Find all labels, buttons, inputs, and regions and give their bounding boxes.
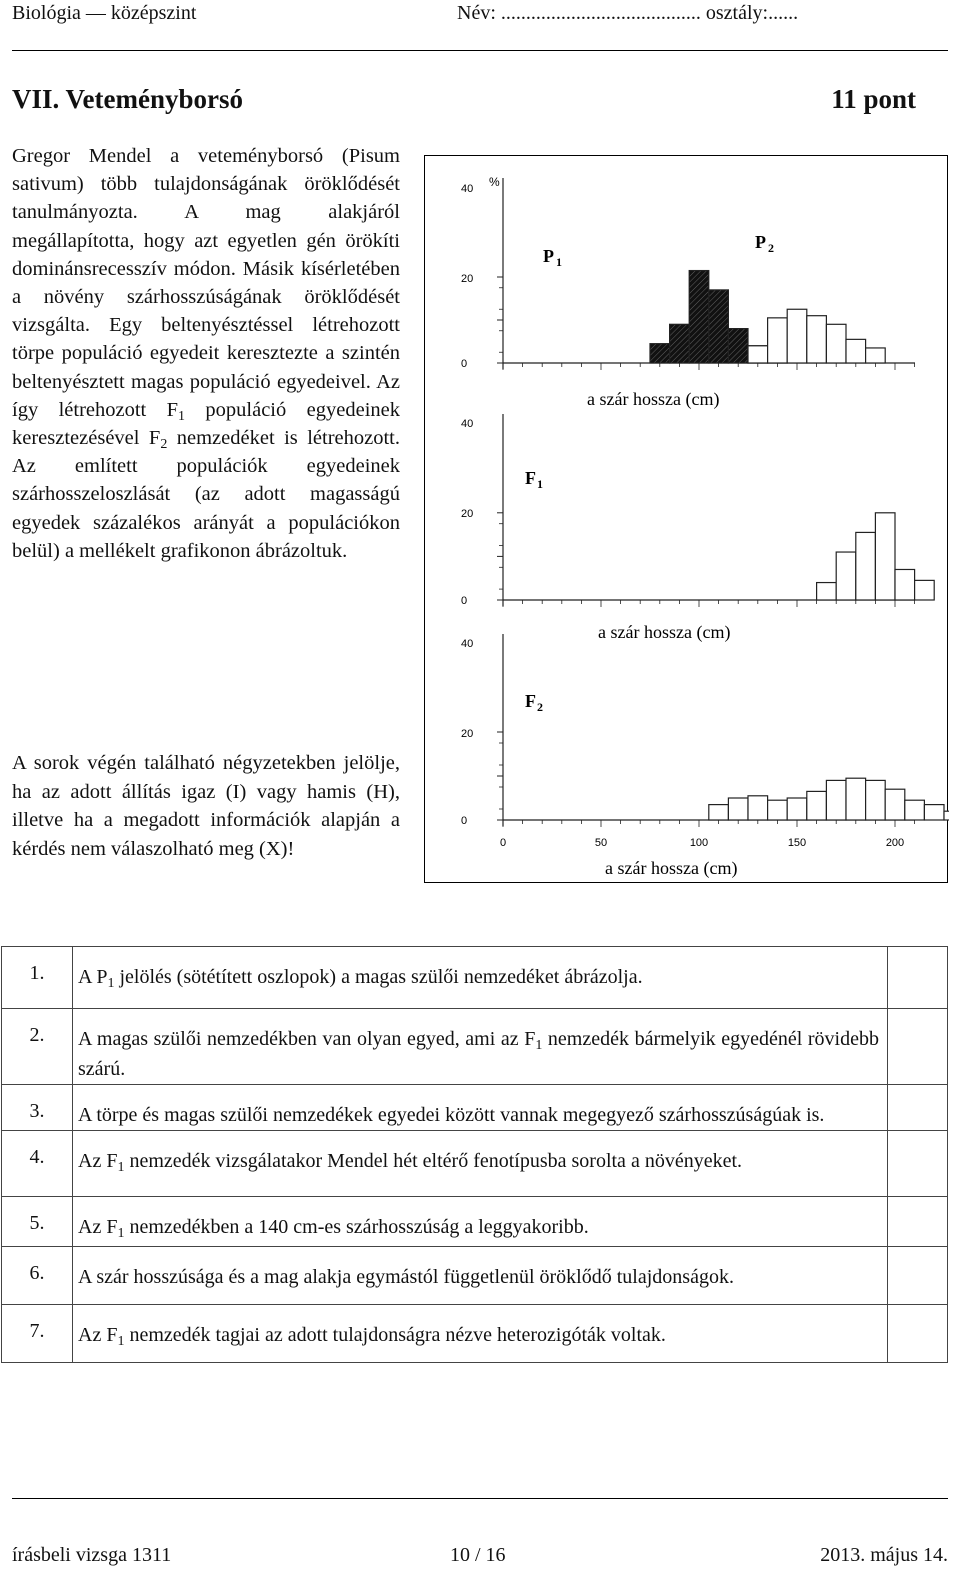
histogram-bar — [944, 811, 949, 820]
y-tick-label: 0 — [461, 358, 468, 370]
histogram-bar — [826, 780, 846, 820]
series-label-p1: P — [543, 246, 554, 266]
answer-box[interactable] — [888, 947, 948, 1009]
subscript: 1 — [178, 408, 186, 424]
statement-text-part: jelölés (sötétített oszlopok) a magas szülői nemzedéket ábrázolja. — [114, 966, 643, 988]
statement-text — [73, 1009, 888, 1085]
answer-box[interactable] — [888, 1131, 948, 1197]
y-tick-label: 20 — [461, 508, 474, 520]
statement-text-part: A P — [78, 966, 108, 988]
histogram-bar — [670, 324, 690, 363]
section-title: VII. Veteményborsó — [12, 84, 244, 114]
statement-row — [2, 1009, 948, 1085]
histogram-bar — [650, 344, 670, 363]
y-tick-label: 40 — [461, 638, 474, 650]
histogram-bar — [709, 805, 729, 820]
statement-number: 3. — [2, 1085, 73, 1131]
histogram-bar — [817, 583, 837, 600]
statement-text-part: A törpe és magas szülői nemzedékek egyedei között vannak megegyező szárhosszúságúak is. — [78, 1104, 825, 1126]
histogram-bar — [846, 778, 866, 820]
statement-row — [2, 1131, 948, 1197]
statement-number: 6. — [2, 1247, 73, 1305]
x-tick-label: 200 — [885, 837, 905, 849]
statement-text-part: nemzedékben a 140 cm-es szárhosszúság a leggyakoribb. — [124, 1216, 589, 1238]
histogram-bar — [787, 798, 807, 820]
instructions-text: A sorok végén található négyzetekben jelölje, ha az adott állítás igaz (I) vagy hamis (H), illetve ha a megadott információk alapján a kérdés nem válaszolható meg (X)! — [12, 752, 400, 860]
x-tick-label: 50 — [594, 837, 608, 849]
histogram-bar — [895, 569, 915, 600]
answer-box[interactable] — [888, 1197, 948, 1247]
statement-text — [73, 1131, 888, 1197]
statement-text-part: A szár hosszúsága és a mag alakja egymástól függetlenül öröklődő tulajdonságok. — [78, 1266, 734, 1288]
histogram-bar — [728, 798, 748, 820]
header-divider — [12, 50, 948, 51]
subscript: 1 — [117, 1334, 125, 1349]
x-axis-label: a szár hossza (cm) — [598, 622, 731, 642]
series-label-f1: F — [525, 468, 536, 488]
subscript: 1 — [535, 1038, 543, 1053]
subscript: 1 — [117, 1160, 125, 1175]
page-header — [12, 2, 948, 28]
series-label-f1-sub: 1 — [537, 477, 543, 491]
statement-text — [73, 1085, 888, 1131]
series-label-p2-sub: 2 — [768, 241, 774, 255]
statement-text-part: Az F — [78, 1324, 118, 1346]
x-axis-label: a szár hossza (cm) — [587, 389, 720, 409]
name-class-field: Név: ........................................ osztály:...... — [457, 2, 799, 24]
intro-paragraph-1: Gregor Mendel a veteményborsó (Pisum sativum) több tulajdonságának öröklődését tanulmányozta. A mag alakjáról megállapította, hogy azt egyetlen gén örökíti dominánsrecesszív módon. — [12, 145, 400, 280]
series-label-f2-sub: 2 — [537, 700, 543, 714]
histogram-bar — [915, 580, 935, 600]
subscript: 1 — [107, 976, 115, 991]
x-axis-label: a szár hossza (cm) — [605, 858, 738, 878]
statement-number: 1. — [2, 947, 73, 1009]
subscript: 2 — [160, 437, 168, 453]
y-tick-label: 20 — [461, 728, 474, 740]
answer-box[interactable] — [888, 1009, 948, 1085]
histogram-bar — [807, 316, 827, 363]
y-unit-label: % — [489, 175, 500, 189]
intro-paragraph-2a: Másik kísérletében a növény szárhosszúságának öröklődését vizsgálta. Egy beltenyésztéssel létrehozott törpe populáció egyedeit keresztezte a szintén beltenyésztett magas populáció egyedeivel. Az így létrehozott F — [12, 257, 400, 421]
statement-text-part: Az F — [78, 1216, 118, 1238]
statement-row — [2, 1247, 948, 1305]
statement-text-part: A magas szülői nemzedékben van olyan egyed, ami az F — [78, 1028, 536, 1050]
statement-text — [73, 1305, 888, 1363]
subject-label: Biológia — középszint — [12, 2, 197, 24]
page-number: 10 / 16 — [450, 1544, 506, 1566]
y-tick-label: 20 — [461, 273, 474, 285]
answer-box[interactable] — [888, 1247, 948, 1305]
histogram-bar — [875, 513, 895, 600]
footer-divider — [12, 1498, 948, 1499]
statement-number: 5. — [2, 1197, 73, 1247]
statement-row — [2, 947, 948, 1009]
intro-paragraph-2b: populáció egyedeinek keresztezésével F — [12, 398, 400, 450]
histogram-bar — [866, 348, 886, 363]
statement-text-part: nemzedék vizsgálatakor Mendel hét eltérő fenotípusba sorolta a növényeket. — [124, 1150, 743, 1172]
section-points: 11 pont — [831, 84, 916, 114]
histogram-bar — [826, 324, 846, 363]
statement-number: 4. — [2, 1131, 73, 1197]
statements-table — [1, 946, 948, 1363]
histogram-bar — [768, 800, 788, 820]
statement-text-part: nemzedék bármelyik egyedénél rövidebb szárú. — [78, 1028, 879, 1080]
histogram-bar — [846, 339, 866, 363]
statement-text-part: nemzedék tagjai az adott tulajdonságra nézve heterozigóták voltak. — [124, 1324, 666, 1346]
y-tick-label: 0 — [461, 815, 468, 827]
statement-text — [73, 947, 888, 1009]
statement-text — [73, 1197, 888, 1247]
statement-text-part: Az F — [78, 1150, 118, 1172]
y-tick-label: 40 — [461, 418, 474, 430]
histogram-bar — [836, 552, 856, 600]
series-label-p2: P — [755, 232, 766, 252]
x-tick-label: 100 — [689, 837, 709, 849]
y-tick-label: 40 — [461, 183, 474, 195]
x-tick-label: 0 — [499, 837, 507, 849]
histogram-bar — [866, 780, 886, 820]
histogram-bar — [905, 800, 925, 820]
histogram-bar — [709, 290, 729, 363]
intro-paragraph-2c: nemzedéket is létrehozott. Az említett populációk egyedeinek szárhosszeloszlását (az adott magasságú egyedek százalékos arányát a populációkon belül) a mellékelt grafikonon ábrázoltuk. — [12, 427, 400, 562]
histogram-bar — [748, 796, 768, 820]
histogram-bar — [856, 532, 876, 600]
histogram-bar — [924, 805, 944, 820]
series-label-p1-sub: 1 — [556, 255, 562, 269]
answer-box[interactable] — [888, 1085, 948, 1131]
histogram-bar — [768, 318, 788, 363]
histogram-bar — [689, 271, 709, 363]
x-tick-label: 150 — [787, 837, 807, 849]
subscript: 1 — [117, 1226, 125, 1241]
stem-length-figure — [424, 155, 948, 883]
statement-number: 7. — [2, 1305, 73, 1363]
histogram-bar — [807, 791, 827, 820]
exam-code: írásbeli vizsga 1311 — [12, 1544, 172, 1566]
statement-row — [2, 1305, 948, 1363]
histogram-bar — [787, 309, 807, 363]
answer-box[interactable] — [888, 1305, 948, 1363]
histogram-panels — [425, 156, 949, 884]
intro-text — [12, 142, 400, 565]
y-tick-label: 0 — [461, 595, 468, 607]
histogram-bar — [885, 789, 905, 820]
exam-date: 2013. május 14. — [820, 1544, 948, 1566]
histogram-bar — [728, 329, 748, 363]
statement-number: 2. — [2, 1009, 73, 1085]
statement-row — [2, 1197, 948, 1247]
statement-text — [73, 1247, 888, 1305]
series-label-f2: F — [525, 691, 536, 711]
histogram-bar — [748, 346, 768, 363]
statement-row — [2, 1085, 948, 1131]
